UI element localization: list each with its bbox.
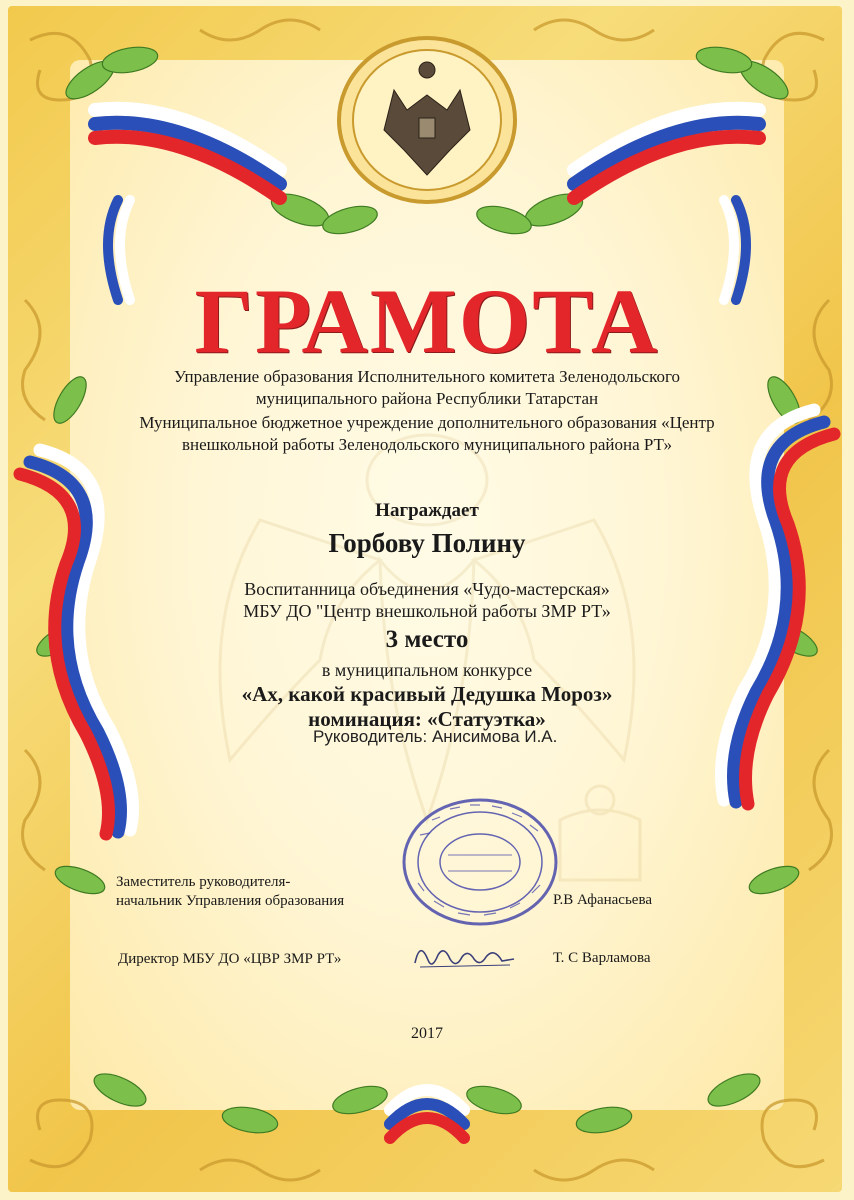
pupil-line-1: Воспитанница объединения «Чудо-мастерская» xyxy=(244,579,610,599)
document-title: ГРАМОТА xyxy=(194,270,660,372)
official-stamp xyxy=(400,795,560,930)
nomination: номинация: «Статуэтка» xyxy=(308,707,546,731)
signature-1-title-line-2: начальник Управления образования xyxy=(116,893,345,909)
place-result: 3 место xyxy=(385,626,469,653)
leader-line: Руководитель: Анисимова И.А. xyxy=(313,727,558,746)
issue-year: 2017 xyxy=(411,1025,443,1042)
signature-2-name: Т. С Варламова xyxy=(553,950,651,966)
pupil-line-2: МБУ ДО "Центр внешкольной работы ЗМР РТ» xyxy=(243,601,611,621)
recipient-name: Горбову Полину xyxy=(328,528,526,558)
organization-line-2: муниципального района Республики Татарстан xyxy=(255,389,599,408)
signature-1-title-line-1: Заместитель руководителя- xyxy=(116,874,291,890)
contest-intro: в муниципальном конкурсе xyxy=(321,660,533,680)
organization-line-1: Управление образования Исполнительного комитета Зеленодольского xyxy=(173,367,681,386)
signature-2-title: Директор МБУ ДО «ЦВР ЗМР РТ» xyxy=(118,951,342,967)
awards-heading: Награждает xyxy=(375,500,479,521)
organization-line-4: внешкольной работы Зеленодольского муниципального района РТ» xyxy=(181,435,672,454)
handwritten-signature xyxy=(410,935,520,975)
organization-line-3: Муниципальное бюджетное учреждение дополнительного образования «Центр xyxy=(139,413,715,432)
contest-name: «Ах, какой красивый Дедушка Мороз» xyxy=(241,682,613,706)
signature-1-name: Р.В Афанасьева xyxy=(553,892,652,908)
